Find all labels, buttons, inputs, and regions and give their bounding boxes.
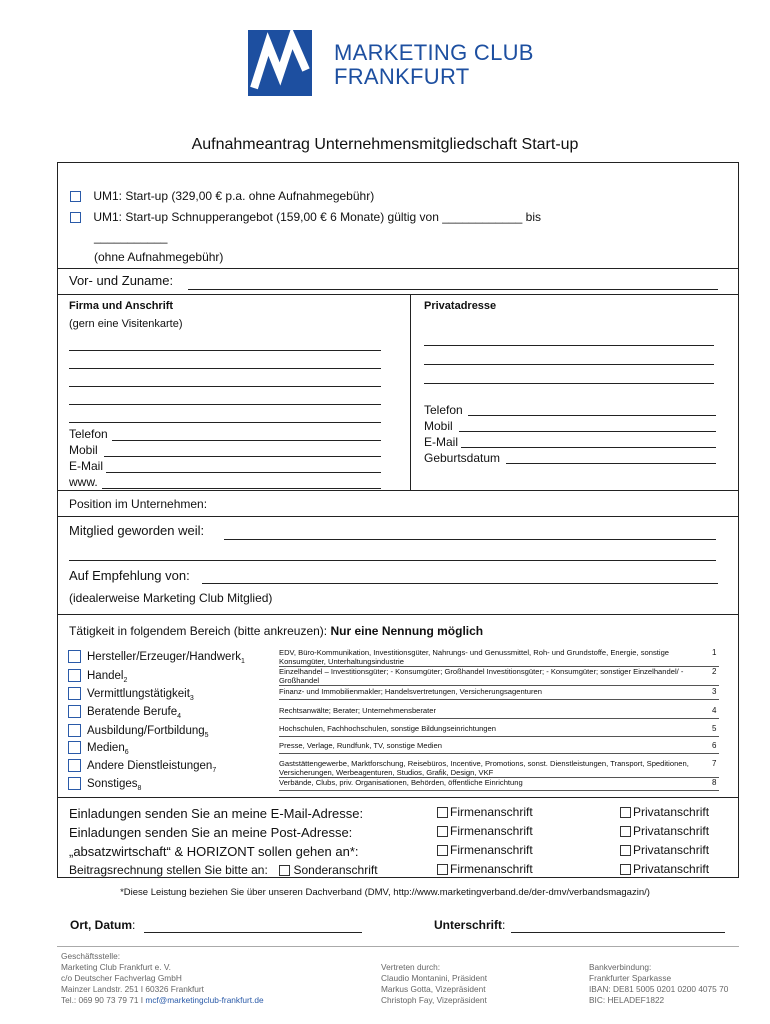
billing-special-label: Sonderanschrift	[293, 863, 378, 877]
activity-checkbox[interactable]	[68, 650, 81, 663]
billing-firm-label: Firmenanschrift	[450, 862, 533, 876]
private-geburtsdatum-field[interactable]	[506, 463, 716, 464]
activity-number: 2	[712, 667, 717, 676]
activity-label-sub: 8	[137, 784, 142, 792]
invite-magazine-firm[interactable]	[437, 843, 533, 857]
option-um1[interactable]	[70, 189, 374, 203]
firm-sub: (gern eine Visitenkarte)	[69, 318, 183, 330]
footer-tel: Tel.: 069 90 73 79 71 I	[61, 995, 146, 1005]
place-date-label: Ort, Datum:	[70, 918, 136, 932]
activity-label-sub: 7	[212, 766, 217, 774]
um1-trial-checkbox[interactable]	[70, 212, 81, 223]
firm-www-label: www.	[69, 475, 98, 489]
firm-telefon-label: Telefon	[69, 427, 108, 441]
activity-item[interactable]	[68, 777, 141, 792]
billing-private-label: Privatanschrift	[633, 862, 710, 876]
post-firm-label: Firmenanschrift	[450, 824, 533, 838]
activity-label: Beratende Berufe	[87, 705, 178, 718]
activity-heading-text: Tätigkeit in folgendem Bereich (bitte ankreuzen):	[69, 624, 331, 638]
activity-separator	[279, 685, 719, 686]
logo	[248, 30, 534, 96]
private-telefon-label: Telefon	[424, 403, 463, 417]
activity-description: Gaststättengewerbe, Marktforschung, Reisebüros, Incentive, Promotions, sonst. Dienstleistungen, Transport, Speditionen, Versicherungen, Werbeagenturen, Studios, Grafik, Design, VKF	[279, 759, 689, 777]
position-label: Position im Unternehmen:	[69, 497, 208, 511]
invite-magazine-label: „absatzwirtschaft“ & HORIZONT sollen gehen an*:	[69, 844, 359, 859]
activity-number: 3	[712, 687, 717, 696]
post-firm-checkbox[interactable]	[437, 826, 448, 837]
activity-label: Handel	[87, 669, 124, 682]
footer-bank-line-2: Frankfurter Sparkasse	[589, 973, 672, 983]
place-date-text: Ort, Datum	[70, 918, 133, 932]
magazine-private-label: Privatanschrift	[633, 843, 710, 857]
reason-label: Mitglied geworden weil:	[69, 523, 205, 538]
email-private-checkbox[interactable]	[620, 807, 631, 818]
private-geburtsdatum-label: Geburtsdatum	[424, 451, 501, 465]
activity-separator	[279, 736, 719, 737]
activity-description: Verbände, Clubs, priv. Organisationen, Behörden, öffentliche Einrichtung	[279, 778, 523, 787]
activity-item[interactable]	[68, 650, 245, 665]
firm-address-line-5[interactable]	[69, 422, 381, 423]
activity-label: Vermittlungstätigkeit	[87, 687, 190, 700]
activity-checkbox[interactable]	[68, 705, 81, 718]
billing-firm-checkbox[interactable]	[437, 864, 448, 875]
footer-representatives	[381, 962, 487, 1006]
activity-item[interactable]	[68, 741, 129, 756]
activity-number: 4	[712, 706, 717, 715]
footer-rep-line-4: Christoph Fay, Vizepräsident	[381, 995, 487, 1005]
firm-heading: Firma und Anschrift	[69, 300, 174, 312]
private-address-line-3[interactable]	[424, 383, 714, 384]
activity-checkbox[interactable]	[68, 669, 81, 682]
private-email-label: E-Mail	[424, 435, 459, 449]
referral-label: Auf Empfehlung von:	[69, 568, 190, 583]
activity-separator	[279, 790, 719, 791]
footer-bank	[589, 962, 728, 1006]
email-firm-checkbox[interactable]	[437, 807, 448, 818]
um1-checkbox[interactable]	[70, 191, 81, 202]
referral-field[interactable]	[202, 583, 718, 584]
footer-bank-line-4: BIC: HELADEF1822	[589, 995, 665, 1005]
activity-label: Hersteller/Erzeuger/Handwerk	[87, 650, 242, 663]
activity-item[interactable]	[68, 705, 181, 720]
footer-bank-line-3: IBAN: DE81 5005 0201 0200 4075 70	[589, 984, 729, 994]
firm-email-field[interactable]	[106, 472, 381, 473]
reason-field-2[interactable]	[69, 560, 716, 561]
email-firm-label: Firmenanschrift	[450, 805, 533, 819]
firm-telefon-field[interactable]	[112, 440, 381, 441]
option-um1-trial[interactable]	[70, 210, 541, 224]
activity-description: Einzelhandel – Investitionsgüter; - Konsumgüter; Großhandel Investitionsgüter; - Konsumgüter; sonstiger Einzelhandel/ - Großhandel	[279, 667, 684, 685]
private-telefon-field[interactable]	[468, 415, 716, 416]
footer-office-line-4: Mainzer Landstr. 251 I 60326 Frankfurt	[61, 984, 204, 994]
firm-address-line-1[interactable]	[69, 350, 381, 351]
footer-mail-link[interactable]: mcf@marketingclub-frankfurt.de	[145, 995, 264, 1005]
invite-email-firm[interactable]	[437, 805, 533, 819]
logo-text-line1: MARKETING CLUB	[334, 40, 534, 65]
activity-label-sub: 4	[177, 712, 182, 720]
billing-private[interactable]	[620, 862, 709, 876]
activity-description: Presse, Verlage, Rundfunk, TV, sonstige Medien	[279, 741, 442, 750]
logo-text-line2: FRANKFURT	[334, 64, 470, 89]
referral-note: (idealerweise Marketing Club Mitglied)	[69, 591, 273, 605]
email-private-label: Privatanschrift	[633, 805, 710, 819]
firm-address-line-4[interactable]	[69, 404, 381, 405]
page-title: Aufnahmeantrag Unternehmensmitgliedschaft Start-up	[191, 136, 579, 153]
private-heading: Privatadresse	[424, 300, 497, 312]
firm-www-field[interactable]	[102, 488, 381, 489]
firm-email-label: E-Mail	[69, 459, 104, 473]
activity-checkbox[interactable]	[68, 724, 81, 737]
footer-rep-line-3: Markus Gotta, Vizepräsident	[381, 984, 486, 994]
footer-office-line-2: Marketing Club Frankfurt e. V.	[61, 962, 171, 972]
activity-label: Ausbildung/Fortbildung	[87, 724, 205, 737]
activity-checkbox[interactable]	[68, 741, 81, 754]
billing-label: Beitragsrechnung stellen Sie bitte an:	[69, 863, 268, 877]
activity-separator	[279, 753, 719, 754]
invite-magazine-private[interactable]	[620, 843, 709, 857]
invite-post-label: Einladungen senden Sie an meine Post-Adresse:	[69, 825, 353, 840]
magazine-firm-label: Firmenanschrift	[450, 843, 533, 857]
um1-trial-label: UM1: Start-up Schnupperangebot (159,00 € 6 Monate) gültig von ____________ bis	[93, 210, 541, 224]
private-address-line-1[interactable]	[424, 345, 714, 346]
activity-separator	[279, 718, 719, 719]
invite-post-private[interactable]	[620, 824, 709, 838]
firm-mobil-label: Mobil	[69, 443, 98, 457]
name-label: Vor- und Zuname:	[69, 273, 174, 288]
activity-label: Sonstiges	[87, 777, 138, 790]
um1-label: UM1: Start-up (329,00 € p.a. ohne Aufnahmegebühr)	[93, 189, 375, 203]
billing-firm[interactable]	[437, 862, 533, 876]
activity-label: Medien	[87, 741, 125, 754]
footer-office-line-3: c/o Deutscher Fachverlag GmbH	[61, 973, 182, 983]
billing-special-checkbox[interactable]	[279, 865, 290, 876]
activity-number: 1	[712, 648, 717, 657]
footer-rep-line-1: Vertreten durch:	[381, 962, 441, 972]
activity-label-sub: 3	[189, 694, 194, 702]
activity-label-sub: 6	[124, 748, 129, 756]
activity-item[interactable]	[68, 687, 194, 702]
activity-description: EDV, Büro-Kommunikation, Investitionsgüter, Nahrungs- und Genussmittel, Roh- und Grundstoffe, Energie, sonstige Konsumgüter, Unterhaltungsindustrie	[279, 648, 670, 666]
name-field[interactable]	[188, 289, 718, 290]
activity-label: Andere Dienstleistungen	[87, 759, 213, 772]
signature-field[interactable]	[511, 932, 725, 933]
activity-number: 7	[712, 759, 717, 768]
activity-checkbox[interactable]	[68, 759, 81, 772]
activity-label-sub: 2	[123, 676, 128, 684]
footnote: *Diese Leistung beziehen Sie über unseren Dachverband (DMV, http://www.marketingverband.de/der-dmv/verbandsmagazin/)	[120, 887, 650, 898]
footer-bank-line-1: Bankverbindung:	[589, 962, 652, 972]
magazine-firm-checkbox[interactable]	[437, 845, 448, 856]
activity-number: 8	[712, 778, 717, 787]
um1-trial-line2: ___________	[94, 230, 168, 244]
um1-trial-line3: (ohne Aufnahmegebühr)	[94, 250, 224, 264]
logo-mark-icon	[248, 30, 312, 96]
signature-text: Unterschrift	[434, 918, 503, 932]
activity-item[interactable]	[68, 669, 127, 684]
billing-row	[69, 863, 378, 877]
footer-office	[61, 951, 264, 1006]
activity-number: 5	[712, 724, 717, 733]
firm-address-line-2[interactable]	[69, 368, 381, 369]
activity-description: Finanz- und Immobilienmakler; Handelsvertretungen, Versicherungsagenturen	[279, 687, 542, 696]
footer-office-line-1: Geschäftsstelle:	[61, 951, 121, 961]
activity-number: 6	[712, 741, 717, 750]
activity-description: Rechtsanwälte; Berater; Unternehmensberater	[279, 706, 437, 715]
signature-label: Unterschrift:	[434, 918, 506, 932]
private-email-field[interactable]	[461, 447, 716, 448]
magazine-private-checkbox[interactable]	[620, 845, 631, 856]
activity-label-sub: 5	[204, 731, 209, 739]
activity-label-sub: 1	[241, 657, 245, 665]
reason-field-1[interactable]	[224, 539, 716, 540]
private-mobil-field[interactable]	[459, 431, 716, 432]
firm-mobil-field[interactable]	[104, 456, 381, 457]
invite-post-firm[interactable]	[437, 824, 533, 838]
invite-email-label: Einladungen senden Sie an meine E-Mail-Adresse:	[69, 806, 364, 821]
firm-address-line-3[interactable]	[69, 386, 381, 387]
activity-heading-bold: Nur eine Nennung möglich	[330, 624, 484, 638]
activity-checkbox[interactable]	[68, 777, 81, 790]
activity-heading	[69, 624, 483, 638]
activity-description: Hochschulen, Fachhochschulen, sonstige Bildungseinrichtungen	[279, 724, 496, 733]
post-private-label: Privatanschrift	[633, 824, 710, 838]
activity-item[interactable]	[68, 759, 216, 774]
invite-email-private[interactable]	[620, 805, 709, 819]
place-date-field[interactable]	[144, 932, 362, 933]
activity-separator	[279, 699, 719, 700]
private-address-line-2[interactable]	[424, 364, 714, 365]
post-private-checkbox[interactable]	[620, 826, 631, 837]
billing-private-checkbox[interactable]	[620, 864, 631, 875]
activity-checkbox[interactable]	[68, 687, 81, 700]
activity-item[interactable]	[68, 724, 209, 739]
private-mobil-label: Mobil	[424, 419, 453, 433]
footer-rep-line-2: Claudio Montanini, Präsident	[381, 973, 488, 983]
